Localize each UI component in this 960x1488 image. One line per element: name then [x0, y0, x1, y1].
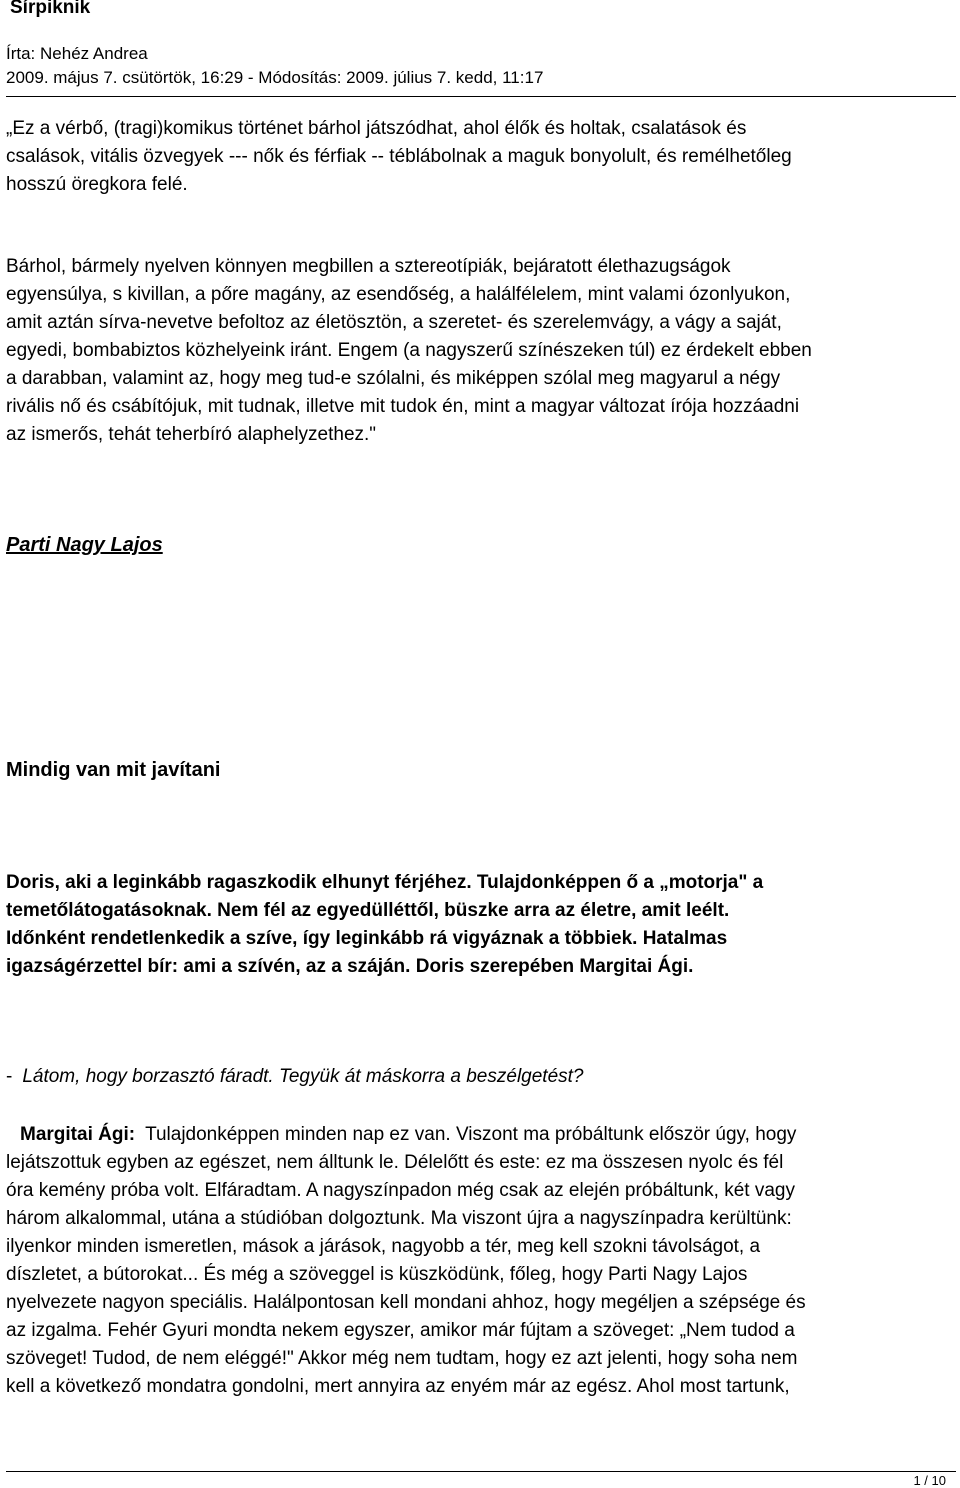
- speaker-name: Margitai Ági:: [20, 1124, 136, 1145]
- quote-paragraph: [6, 253, 812, 449]
- interview-question: [6, 1066, 584, 1088]
- answer-line: díszletet, a bútorokat... És még a szöveggel is küszködünk, főleg, hogy Parti Nagy Lajos: [6, 1264, 748, 1285]
- intro-line: „Ez a vérbő, (tragi)komikus történet bárhol játszódhat, ahol élők és holtak, csalatások és: [6, 118, 747, 139]
- article-author: Írta: Nehéz Andrea: [6, 44, 148, 63]
- quote-line: a darabban, valamint az, hogy meg tud-e szólalni, és miképpen szólal meg magyarul a négy: [6, 368, 781, 389]
- answer-line: kell a következő mondatra gondolni, mert annyira az enyém már az egész. Ahol most tartunk,: [6, 1376, 790, 1397]
- answer-line: szöveget! Tudod, de nem eléggé!" Akkor még nem tudtam, hogy ez azt jelenti, hogy soha nem: [6, 1348, 798, 1369]
- quote-line: az ismerős, tehát teherbíró alaphelyzethez.": [6, 424, 377, 445]
- answer-line: az izgalma. Fehér Gyuri mondta nekem egyszer, amikor már fújtam a szöveget: „Nem tudod a: [6, 1320, 795, 1341]
- footer-divider: [6, 1471, 956, 1472]
- question-text: Látom, hogy borzasztó fáradt. Tegyük át máskorra a beszélgetést?: [22, 1066, 584, 1087]
- doris-line: Időnként rendetlenkedik a szíve, így leginkább rá vigyáznak a többiek. Hatalmas: [6, 928, 728, 949]
- doris-paragraph: [6, 869, 763, 981]
- answer-first-line: [6, 1121, 806, 1149]
- quote-line: egyedi, bombabiztos közhelyeink iránt. Engem (a nagyszerű színészeken túl) ez érdekelt ebben: [6, 340, 812, 361]
- answer-line: ilyenkor minden ismeretlen, mások a járások, nagyobb a tér, meg kell szokni távolságot, a: [6, 1236, 761, 1257]
- answer-text: Tulajdonképpen minden nap ez van. Viszont ma próbáltunk először úgy, hogy: [145, 1124, 797, 1145]
- article-dates: 2009. május 7. csütörtök, 16:29 - Módosítás: 2009. július 7. kedd, 11:17: [6, 68, 544, 87]
- quote-line: rivális nő és csábítójuk, mit tudnak, illetve mit tudok én, mint a magyar változat írója hozzáadni: [6, 396, 800, 417]
- doris-line: temetőlátogatásoknak. Nem fél az egyedülléttől, büszke arra az életre, amit leélt.: [6, 900, 730, 921]
- site-title: Sírpiknik: [10, 0, 91, 18]
- quote-line: Bárhol, bármely nyelven könnyen megbillen a sztereotípiák, bejáratott élethazugságok: [6, 256, 731, 277]
- interview-answer: [6, 1121, 806, 1401]
- quote-line: amit aztán sírva-nevetve befoltoz az életösztön, a szeretet- és szerelemvágy, a vágy a saját,: [6, 312, 782, 333]
- intro-line: hosszú öregkora felé.: [6, 174, 188, 195]
- question-dash: -: [6, 1066, 13, 1087]
- answer-line: lejátszottuk egyben az egészet, nem álltunk le. Délelőtt és este: ez ma összesen nyolc és fél: [6, 1152, 784, 1173]
- quote-line: egyensúlya, s kivillan, a pőre magány, az esendőség, a halálfélelem, mint valami ózonlyukon,: [6, 284, 791, 305]
- answer-line: nyelvezete nagyon speciális. Halálpontosan kell mondani ahhoz, hogy megéljen a szépsége és: [6, 1292, 806, 1313]
- intro-paragraph: [6, 115, 792, 199]
- answer-line: három alkalommal, utána a stúdióban dolgoztunk. Ma viszont újra a nagyszínpadra kerültünk:: [6, 1208, 792, 1229]
- doris-line: Doris, aki a leginkább ragaszkodik elhunyt férjéhez. Tulajdonképpen ő a „motorja" a: [6, 872, 764, 893]
- intro-line: csalások, vitális özvegyek --- nők és férfiak -- téblábolnak a maguk bonyolult, és remélhetőleg: [6, 146, 792, 167]
- doris-line: igazságérzettel bír: ami a szívén, az a száján. Doris szerepében Margitai Ági.: [6, 956, 694, 977]
- answer-line: óra kemény próba volt. Elfáradtam. A nagyszínpadon még csak az elején próbáltunk, két vagy: [6, 1180, 795, 1201]
- page-number: 1 / 10: [913, 1473, 946, 1488]
- section-subtitle: Mindig van mit javítani: [6, 759, 221, 781]
- header-divider: [6, 96, 956, 97]
- playwright-signature: Parti Nagy Lajos: [6, 534, 163, 556]
